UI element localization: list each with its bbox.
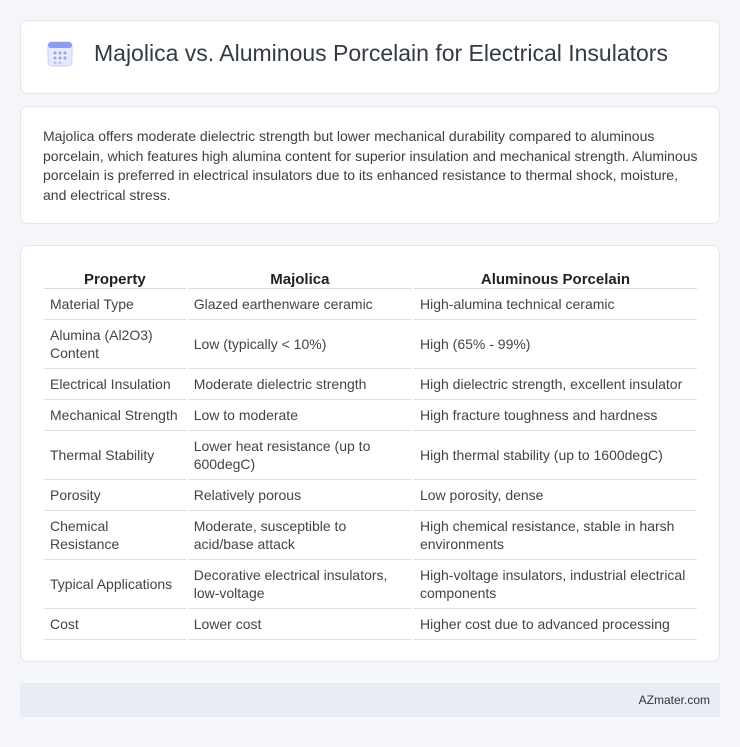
- majolica-cell: Low (typically < 10%): [188, 320, 412, 369]
- property-cell: Typical Applications: [44, 560, 186, 609]
- table-row: [44, 560, 697, 609]
- property-cell: Electrical Insulation: [44, 369, 186, 400]
- aluminous-porcelain-cell: High thermal stability (up to 1600degC): [414, 431, 697, 480]
- property-cell: Cost: [44, 609, 186, 640]
- intro-paragraph: Majolica offers moderate dielectric strength but lower mechanical durability compared to aluminous porcelain, which features high alumina content for superior insulation and mechanical strength. Aluminous porcelain is preferred in electrical insulators due to its enhanced resistance to thermal shock, moisture, and electrical stress.: [43, 128, 698, 203]
- property-cell: Material Type: [44, 289, 186, 320]
- aluminous-porcelain-cell: High (65% - 99%): [414, 320, 697, 369]
- table-row: [44, 369, 697, 400]
- column-header-aluminous-porcelain: Aluminous Porcelain: [414, 265, 697, 289]
- majolica-cell: Lower cost: [188, 609, 412, 640]
- page-title: Majolica vs. Aluminous Porcelain for Electrical Insulators: [94, 39, 668, 66]
- intro-card: [20, 106, 720, 224]
- table-row: [44, 609, 697, 640]
- aluminous-porcelain-cell: High dielectric strength, excellent insulator: [414, 369, 697, 400]
- property-cell: Mechanical Strength: [44, 400, 186, 431]
- aluminous-porcelain-cell: High chemical resistance, stable in harsh environments: [414, 511, 697, 560]
- column-header-property: Property: [44, 265, 186, 289]
- majolica-cell: Glazed earthenware ceramic: [188, 289, 412, 320]
- majolica-cell: Low to moderate: [188, 400, 412, 431]
- aluminous-porcelain-cell: Higher cost due to advanced processing: [414, 609, 697, 640]
- aluminous-porcelain-cell: High-alumina technical ceramic: [414, 289, 697, 320]
- table-row: [44, 431, 697, 480]
- title-card: [20, 20, 720, 94]
- property-cell: Chemical Resistance: [44, 511, 186, 560]
- table-row: [44, 400, 697, 431]
- comparison-table-card: [20, 245, 720, 662]
- title-row: [47, 39, 668, 67]
- footer-bar: [20, 683, 720, 717]
- table-row: [44, 511, 697, 560]
- aluminous-porcelain-cell: High fracture toughness and hardness: [414, 400, 697, 431]
- table-header-row: [44, 265, 697, 289]
- aluminous-porcelain-cell: High-voltage insulators, industrial electrical components: [414, 560, 697, 609]
- aluminous-porcelain-cell: Low porosity, dense: [414, 480, 697, 511]
- majolica-cell: Decorative electrical insulators, low-voltage: [188, 560, 412, 609]
- majolica-cell: Moderate, susceptible to acid/base attack: [188, 511, 412, 560]
- document-icon: [47, 39, 73, 67]
- property-cell: Alumina (Al2O3) Content: [44, 320, 186, 369]
- property-cell: Porosity: [44, 480, 186, 511]
- column-header-majolica: Majolica: [188, 265, 412, 289]
- property-cell: Thermal Stability: [44, 431, 186, 480]
- majolica-cell: Lower heat resistance (up to 600degC): [188, 431, 412, 480]
- majolica-cell: Moderate dielectric strength: [188, 369, 412, 400]
- table-row: [44, 320, 697, 369]
- table-row: [44, 289, 697, 320]
- comparison-table: [42, 265, 699, 640]
- table-row: [44, 480, 697, 511]
- majolica-cell: Relatively porous: [188, 480, 412, 511]
- footer-source-link[interactable]: AZmater.com: [638, 693, 710, 707]
